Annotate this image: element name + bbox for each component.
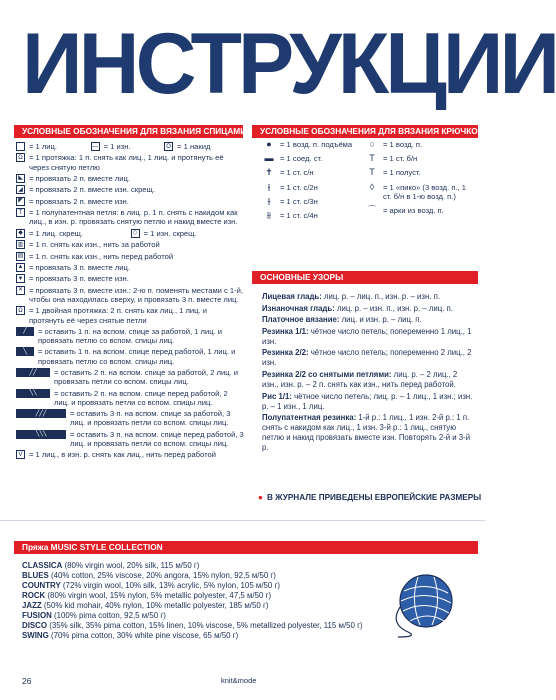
knit-symbol-icon: ◣ bbox=[16, 174, 25, 183]
section-divider bbox=[0, 520, 485, 521]
knit-symbol-text: = оставить 3 п. на вспом. спице перед работой, 3 лиц. и провязать петли со вспом. спицы лиц. bbox=[70, 429, 244, 449]
crochet-symbol-icon: T bbox=[369, 153, 375, 164]
knit-symbol-row bbox=[16, 306, 244, 324]
yarn-item bbox=[22, 571, 452, 581]
crochet-symbol-text: = 1 возд. п. bbox=[383, 140, 423, 149]
crochet-symbol-icon: ● bbox=[266, 139, 272, 149]
basic-pattern-label: Платочное вязание: bbox=[262, 315, 340, 325]
knit-symbol-icon: ▤ bbox=[17, 253, 24, 260]
crochet-symbol-icon: ⫲ bbox=[267, 181, 271, 192]
basic-pattern-label: Резинка 2/2 со снятыми петлями: bbox=[262, 369, 392, 379]
crossed-purl-symbol: ◇ bbox=[131, 229, 140, 238]
yarn-ball-icon bbox=[390, 567, 462, 639]
crochet-symbol-row bbox=[365, 168, 475, 177]
basic-pattern-item bbox=[262, 304, 474, 314]
crochet-symbol-row bbox=[262, 140, 367, 149]
yarn-composition: (40% cotton, 25% viscose, 20% angora, 15% nylon, 92,5 м/50 г) bbox=[48, 571, 276, 580]
crochet-symbol-text: = арки из возд. п. bbox=[383, 206, 444, 216]
knit-symbol-row bbox=[16, 389, 244, 407]
knit-symbol-icon: ╲╲╲ bbox=[16, 430, 66, 439]
knit-symbol-text: = 1 лиц., в изн. р. снять как лиц., нить перед работой bbox=[29, 450, 216, 460]
bullet-icon: ● bbox=[258, 493, 263, 502]
knit-symbol-icon: ▲ bbox=[17, 264, 24, 271]
basic-pattern-item bbox=[262, 392, 474, 412]
crochet-symbol-text: = 1 возд. п. подъёма bbox=[280, 140, 353, 149]
page-title: ИНСТРУКЦИИ bbox=[22, 16, 556, 112]
crochet-symbol-text: = 1 «пико» (3 возд. п., 1 ст. б/н в 1-ю возд. п.) bbox=[383, 182, 466, 201]
basic-pattern-label: Резинка 2/2: bbox=[262, 348, 309, 358]
knit-symbol-text: = оставить 2 п. на вспом. спице за работой, 2 лиц. и провязать петли со вспом. спицы лиц. bbox=[54, 368, 239, 387]
knit-symbol-row bbox=[16, 368, 244, 386]
yarn-over-symbol: O bbox=[164, 142, 173, 151]
knit-symbols-header: УСЛОВНЫЕ ОБОЗНАЧЕНИЯ ДЛЯ ВЯЗАНИЯ СПИЦАМИ bbox=[14, 125, 243, 138]
crochet-symbol-text: = 1 ст. с/4н bbox=[280, 211, 318, 221]
knit-stitch-symbol bbox=[16, 142, 25, 151]
page-number: 26 bbox=[22, 676, 32, 686]
yarn-composition: (50% kid mohair, 40% nylon, 10% metallic polyester, 185 м/50 г) bbox=[41, 601, 269, 610]
basic-pattern-label: Полупатентная резинка: bbox=[262, 413, 357, 423]
yarn-name: CLASSICA bbox=[22, 561, 63, 570]
knit-symbol-text: = оставить 2 п. на вспом. спице перед работой, 2 лиц. и провязать петли со вспом. спицы лиц. bbox=[54, 388, 228, 407]
yarn-composition: (80% virgin wool, 15% nylon, 5% metallic polyester, 47,5 м/50 г) bbox=[45, 591, 272, 600]
basic-pattern-label: Изнаночная гладь: bbox=[262, 303, 335, 313]
basic-pattern-label: Лицевая гладь: bbox=[262, 292, 322, 301]
crochet-symbol-icon: ⫵ bbox=[266, 210, 272, 221]
crochet-symbol-row bbox=[365, 206, 475, 215]
crochet-symbols-header: УСЛОВНЫЕ ОБОЗНАЧЕНИЯ ДЛЯ ВЯЗАНИЯ КРЮЧКОМ bbox=[252, 125, 478, 138]
basic-pattern-item bbox=[262, 292, 474, 302]
knit-symbol-text: = провязать 2 п. вместе изн. bbox=[29, 196, 129, 206]
yarn-item bbox=[22, 581, 452, 591]
yarn-name: COUNTRY bbox=[22, 581, 61, 590]
knit-symbol-row bbox=[16, 252, 244, 261]
knit-symbol-text: = провязать 2 п. вместе изн. скрещ. bbox=[29, 185, 155, 195]
yarn-name: BLUES bbox=[22, 571, 49, 580]
knit-symbol-row bbox=[16, 240, 244, 249]
knit-symbol-text: = 1 двойная протяжка: 2 п. снять как лиц., 1 лиц. и протянуть её через снятые петли bbox=[29, 306, 207, 325]
basic-pattern-text: чётное число петель; попеременно 2 лиц., 2 изн. bbox=[262, 348, 472, 368]
knit-symbol-icon: ╲ bbox=[16, 347, 34, 356]
knit-symbol-row bbox=[16, 450, 244, 459]
crochet-symbol-row bbox=[365, 183, 475, 201]
crochet-symbol-text: = 1 ст. с/н bbox=[280, 168, 314, 178]
crochet-symbol-row bbox=[262, 183, 367, 192]
knit-symbol-icon: ╱╱╱ bbox=[16, 409, 66, 418]
basic-pattern-item bbox=[262, 327, 474, 347]
knit-symbol-row bbox=[16, 197, 244, 206]
knit-crossed-symbols: ◆ = 1 лиц. скрещ. ◇ = 1 изн. скрещ. bbox=[16, 229, 244, 238]
yarn-name: SWING bbox=[22, 631, 49, 640]
crochet-left-column bbox=[262, 140, 367, 225]
basic-pattern-text: чётное число петель; попеременно 1 лиц., 1 изн. bbox=[262, 326, 472, 346]
basic-pattern-item bbox=[262, 370, 474, 390]
crochet-symbol-icon: ⌒ bbox=[367, 205, 377, 216]
crossed-knit-symbol: ◆ bbox=[16, 229, 25, 238]
basic-pattern-item bbox=[262, 413, 474, 453]
knit-symbol-text: = 1 п. снять как изн., нить перед работой bbox=[29, 251, 174, 261]
yarn-name: ROCK bbox=[22, 591, 46, 600]
yarn-name: JAZZ bbox=[22, 601, 42, 610]
knit-symbol-row bbox=[16, 409, 244, 427]
basic-pattern-text: лиц. р. – изн. п., изн. р. – лиц. п. bbox=[334, 303, 453, 313]
yarn-item bbox=[22, 591, 452, 601]
yarn-composition: (70% pima cotton, 30% white pine viscose, 65 м/50 г) bbox=[48, 631, 239, 640]
knit-symbol-text: = провязать 3 п. вместе лиц. bbox=[29, 262, 130, 272]
crochet-symbol-row bbox=[262, 211, 367, 220]
crochet-symbol-text: = 1 ст. с/3н bbox=[280, 196, 318, 206]
crochet-symbol-row bbox=[365, 154, 475, 163]
knit-symbol-row bbox=[16, 274, 244, 283]
basic-pattern-text: лиц. р. – 2 лиц., 2 изн., изн. р. – 2 п. снять как изн., нить перед работой. bbox=[262, 369, 458, 389]
crochet-symbol-icon: Т bbox=[369, 167, 375, 178]
basic-pattern-label: Резинка 1/1: bbox=[262, 326, 309, 336]
crochet-symbol-row bbox=[365, 140, 475, 149]
knit-symbol-text: = 1 протяжка: 1 п. снять как лиц., 1 лиц. и протянуть её через снятую петлю bbox=[29, 153, 224, 172]
knit-symbol-icon: ╱╱ bbox=[16, 368, 50, 377]
basic-patterns-list bbox=[262, 292, 474, 455]
basic-pattern-text: лиц. и изн. р. – лиц. п. bbox=[339, 315, 422, 325]
crochet-right-column bbox=[365, 140, 475, 220]
knit-symbol-icon: V bbox=[16, 450, 25, 459]
yarn-list bbox=[22, 561, 452, 641]
knit-symbol-rows bbox=[16, 153, 244, 226]
knit-symbol-icon: ◤ bbox=[16, 197, 25, 206]
knit-symbol-text: = провязать 3 п. вместе изн. bbox=[29, 274, 129, 284]
yarn-item bbox=[22, 631, 452, 641]
knit-symbol-row bbox=[16, 263, 244, 272]
knit-symbol-row bbox=[16, 185, 244, 194]
yarn-item bbox=[22, 601, 452, 611]
yarn-item bbox=[22, 561, 452, 571]
knit-symbol-text: = оставить 1 п. на вспом. спице перед работой, 1 лиц. и провязать петлю со вспом. спицы лиц. bbox=[38, 347, 236, 366]
knit-symbol-icon: ▥ bbox=[17, 241, 24, 248]
crochet-symbol-text: = 1 ст. б/н bbox=[383, 154, 418, 164]
knit-symbol-row bbox=[16, 153, 244, 171]
knit-symbol-text: = провязать 3 п. вместе изн.: 2-ю п. поменять местами с 1-й, чтобы она находилась сверху, и провязать 3 п. вместе лиц. bbox=[29, 285, 244, 304]
knit-symbol-text: = оставить 3 п. на вспом. спице за работой, 3 лиц. и провязать петли со вспом. спицы лиц. bbox=[70, 409, 231, 428]
basic-pattern-text: чётное число петель; лиц. р. – 1 лиц., 1 изн.; изн. р. – 1 изн., 1 лиц. bbox=[262, 391, 473, 411]
knit-symbol-icon: ╲╲ bbox=[16, 389, 50, 398]
yarn-name: FUSION bbox=[22, 611, 52, 620]
knit-symbol-row bbox=[16, 286, 244, 304]
basic-pattern-text: 1-й р.: 1 лиц., 1 изн. 2-й р.: 1 п. снять с накидом как лиц., 1 изн. 3-й р.: 1 лиц., снятую петлю и накид провязать вместе изн. Повторять 2-й и 3-й р. bbox=[262, 413, 471, 453]
brand-name: knit&mode bbox=[221, 676, 257, 685]
knit-basic-symbols: = 1 лиц. — = 1 изн. O = 1 накид bbox=[16, 142, 244, 151]
knit-symbol-text: = 1 п. снять как изн., нить за работой bbox=[29, 240, 160, 250]
knit-symbol-rows-extra bbox=[16, 240, 244, 460]
knit-symbols-list bbox=[16, 142, 244, 462]
crochet-symbol-text: = 1 ст. с/2н bbox=[280, 182, 318, 192]
yarn-composition: (100% pima cotton, 92,5 м/50 г) bbox=[51, 611, 166, 620]
basic-pattern-text: лиц. р. – лиц. п., изн. р. – изн. п. bbox=[321, 292, 440, 301]
basic-pattern-label: Рис 1/1: bbox=[262, 391, 292, 401]
knit-symbol-text: = провязать 2 п. вместе лиц. bbox=[29, 173, 130, 183]
crochet-symbol-icon: ✝ bbox=[265, 167, 273, 178]
yarn-name: DISCO bbox=[22, 621, 47, 630]
knit-symbol-icon: ✕ bbox=[17, 287, 24, 294]
knit-symbol-icon: ◢ bbox=[16, 185, 25, 194]
basic-patterns-header: ОСНОВНЫЕ УЗОРЫ bbox=[252, 271, 478, 284]
knit-symbol-row bbox=[16, 347, 244, 365]
crochet-symbol-row bbox=[262, 154, 367, 163]
knit-symbol-icon: Ω bbox=[16, 306, 25, 315]
yarn-composition: (80% virgin wool, 20% silk, 115 м/50 г) bbox=[62, 561, 200, 570]
purl-stitch-symbol: — bbox=[92, 143, 99, 150]
yarn-composition: (35% silk, 35% pima cotton, 15% linen, 10% viscose, 5% metallized polyester, 115 м/50 г) bbox=[47, 621, 363, 630]
knit-symbol-text: = 1 полупатентная петля: в лиц. р. 1 п. снять с накидом как лиц., в изн. р. провязать снятую петлю и накид вместе изн. bbox=[29, 208, 238, 227]
knit-symbol-icon: ▼ bbox=[17, 275, 24, 282]
knit-symbol-row bbox=[16, 174, 244, 183]
knit-symbol-icon: T bbox=[16, 208, 25, 217]
knit-symbol-text: = оставить 1 п. на вспом. спице за работой, 1 лиц. и провязать петлю со вспом. спицы лиц. bbox=[38, 326, 223, 346]
yarn-composition: (72% virgin wool, 10% silk, 13% acrylic, 5% nylon, 105 м/50 г) bbox=[60, 581, 280, 590]
yarn-item bbox=[22, 611, 452, 621]
yarn-header: Пряжа MUSIC STYLE COLLECTION bbox=[14, 541, 478, 554]
crochet-symbol-icon: ▬ bbox=[264, 153, 274, 164]
crochet-symbol-text: = 1 полуст. bbox=[383, 168, 421, 178]
crochet-symbol-icon: ○ bbox=[369, 139, 375, 149]
knit-symbol-icon: Ω bbox=[16, 153, 25, 162]
crochet-symbol-icon: ⫳ bbox=[267, 195, 271, 206]
crochet-symbol-text: = 1 соед. ст. bbox=[280, 154, 323, 164]
crochet-symbol-row bbox=[262, 197, 367, 206]
yarn-item bbox=[22, 621, 452, 631]
knit-symbol-row bbox=[16, 208, 244, 226]
knit-symbol-icon: ╱ bbox=[16, 327, 34, 336]
basic-pattern-item bbox=[262, 315, 474, 325]
knit-symbol-row bbox=[16, 430, 244, 448]
crochet-symbol-row bbox=[262, 168, 367, 177]
sizes-note: ● В ЖУРНАЛЕ ПРИВЕДЕНЫ ЕВРОПЕЙСКИЕ РАЗМЕРЫ bbox=[258, 493, 482, 502]
knit-symbol-row bbox=[16, 327, 244, 345]
basic-pattern-item bbox=[262, 348, 474, 368]
crochet-symbol-icon: ◊ bbox=[369, 181, 375, 192]
